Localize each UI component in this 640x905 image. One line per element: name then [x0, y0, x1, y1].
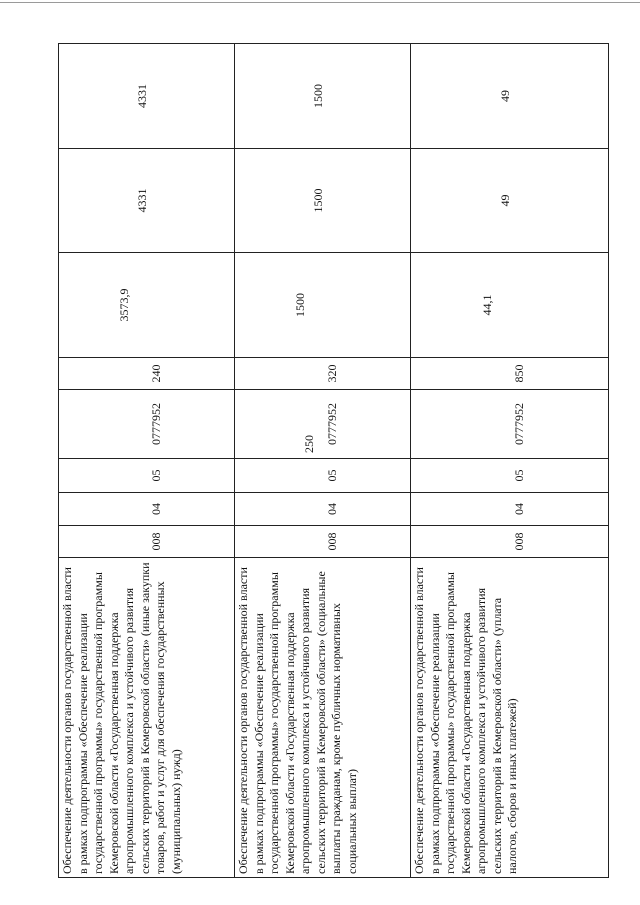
section-code-cell [411, 493, 609, 526]
ministry-code-cell [59, 526, 235, 558]
amount-3-cell [235, 44, 411, 149]
amount-2: 4331 [134, 188, 149, 213]
table-row [235, 44, 411, 878]
section-code: 04 [148, 503, 163, 515]
amount-3-cell [59, 44, 235, 149]
ministry-code: 008 [511, 532, 526, 551]
amount-3: 49 [497, 90, 512, 102]
budget-table-rotated [58, 44, 608, 878]
amount-2-cell [411, 149, 609, 253]
target-article-code: 0777952 [148, 403, 163, 445]
target-article-code: 0777952 [324, 403, 339, 445]
expense-type-code: 320 [324, 364, 339, 383]
ministry-code: 008 [324, 532, 339, 551]
table-row [411, 44, 609, 878]
ministry-code-cell [235, 526, 411, 558]
ministry-code: 008 [148, 532, 163, 551]
page-top-rule [0, 2, 640, 3]
subsection-code: 05 [511, 469, 526, 482]
row-description: Обеспечение деятельности органов государственной власти в рамках подпрограммы «Обеспечение реализации государственной программы» государственной программы Кемеровской области «Государственная поддержка агропромышленного комплекса и устойчивого развития сельских территорий в Кемеровской области» (социальные выплаты гражданам, кроме публичных нормативных социальных выплат) [235, 558, 411, 878]
amount-2: 49 [497, 194, 512, 207]
amount-1: 1500 [292, 293, 307, 317]
subsection-code-cell [235, 459, 411, 493]
subsection-code-cell [59, 459, 235, 493]
amount-1-cell [59, 253, 235, 358]
target-article-cell [411, 390, 609, 459]
ministry-code-cell [411, 526, 609, 558]
page-number: 250 [302, 435, 316, 453]
amount-2: 1500 [310, 188, 325, 213]
amount-1-cell [235, 253, 411, 358]
amount-3: 1500 [310, 84, 325, 108]
table-row [59, 44, 235, 878]
expense-type-cell [59, 358, 235, 390]
subsection-code: 05 [324, 469, 339, 482]
section-code-cell [235, 493, 411, 526]
target-article-cell [59, 390, 235, 459]
target-article-cell [235, 390, 411, 459]
amount-2-cell [235, 149, 411, 253]
amount-1: 44,1 [479, 294, 494, 316]
section-code-cell [59, 493, 235, 526]
section-code: 04 [511, 503, 526, 515]
amount-3: 4331 [134, 84, 149, 108]
budget-table-area [58, 44, 608, 878]
amount-2-cell [59, 149, 235, 253]
target-article-code: 0777952 [511, 403, 526, 445]
expense-type-cell [235, 358, 411, 390]
expense-type-code: 850 [511, 364, 526, 383]
budget-table [58, 43, 609, 878]
subsection-code-cell [411, 459, 609, 493]
expense-type-cell [411, 358, 609, 390]
amount-3-cell [411, 44, 609, 149]
row-description: Обеспечение деятельности органов государственной власти в рамках подпрограммы «Обеспечение реализации государственной программы» государственной программы Кемеровской области «Государственная поддержка агропромышленного комплекса и устойчивого развития сельских территорий в Кемеровской области» (иные закупки товаров, работ и услуг для обеспечения государственных (муниципальных) нужд) [59, 558, 235, 878]
amount-1: 3573,9 [116, 288, 131, 322]
amount-1-cell [411, 253, 609, 358]
subsection-code: 05 [148, 469, 163, 482]
section-code: 04 [324, 503, 339, 515]
row-description: Обеспечение деятельности органов государственной власти в рамках подпрограммы «Обеспечение реализации государственной программы» государственной программы Кемеровской области «Государственная поддержка агропромышленного комплекса и устойчивого развития сельских территорий в Кемеровской области» (уплата налогов, сборов и иных платежей) [411, 558, 609, 878]
expense-type-code: 240 [148, 364, 163, 383]
